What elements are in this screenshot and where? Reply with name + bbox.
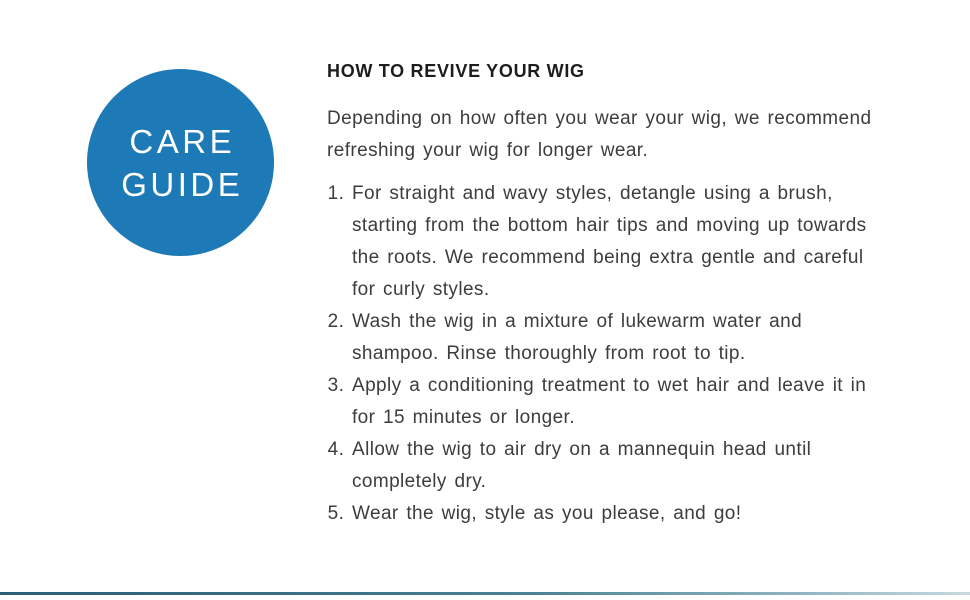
care-step-item: 4. Allow the wig to air dry on a mannequin head until completely dry.	[352, 434, 875, 498]
intro-paragraph: Depending on how often you wear your wig, we recommend refreshing your wig for longer wear.	[327, 108, 872, 161]
care-guide-badge	[87, 69, 274, 256]
section-title: HOW TO REVIVE YOUR WIG	[327, 61, 585, 81]
care-steps-list	[327, 178, 875, 530]
bottom-accent-bar	[0, 592, 970, 595]
care-guide-content	[327, 60, 875, 530]
care-step-item: 3. Apply a conditioning treatment to wet hair and leave it in for 15 minutes or longer.	[352, 370, 875, 434]
badge-line-1: CARE	[129, 122, 236, 160]
care-step-item: 5. Wear the wig, style as you please, and go!	[352, 498, 875, 530]
care-step-item: 2. Wash the wig in a mixture of lukewarm water and shampoo. Rinse thoroughly from root to tip.	[352, 306, 875, 370]
badge-line-2: GUIDE	[121, 165, 244, 203]
care-step-item: 1. For straight and wavy styles, detangle using a brush, starting from the bottom hair tips and moving up towards the roots. We recommend being extra gentle and careful for curly styles.	[352, 178, 875, 306]
